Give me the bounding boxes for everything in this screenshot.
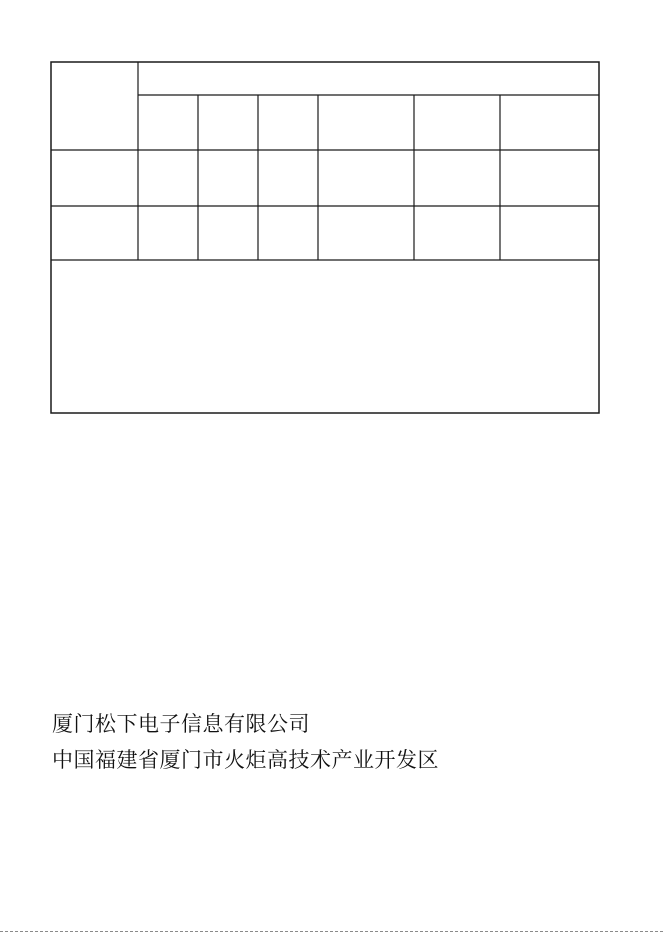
page-bottom-rule <box>0 931 663 932</box>
company-address: 中国福建省厦门市火炬高技术产业开发区 <box>52 748 439 772</box>
company-name: 厦门松下电子信息有限公司 <box>52 712 310 736</box>
table-outer-border <box>51 62 599 413</box>
